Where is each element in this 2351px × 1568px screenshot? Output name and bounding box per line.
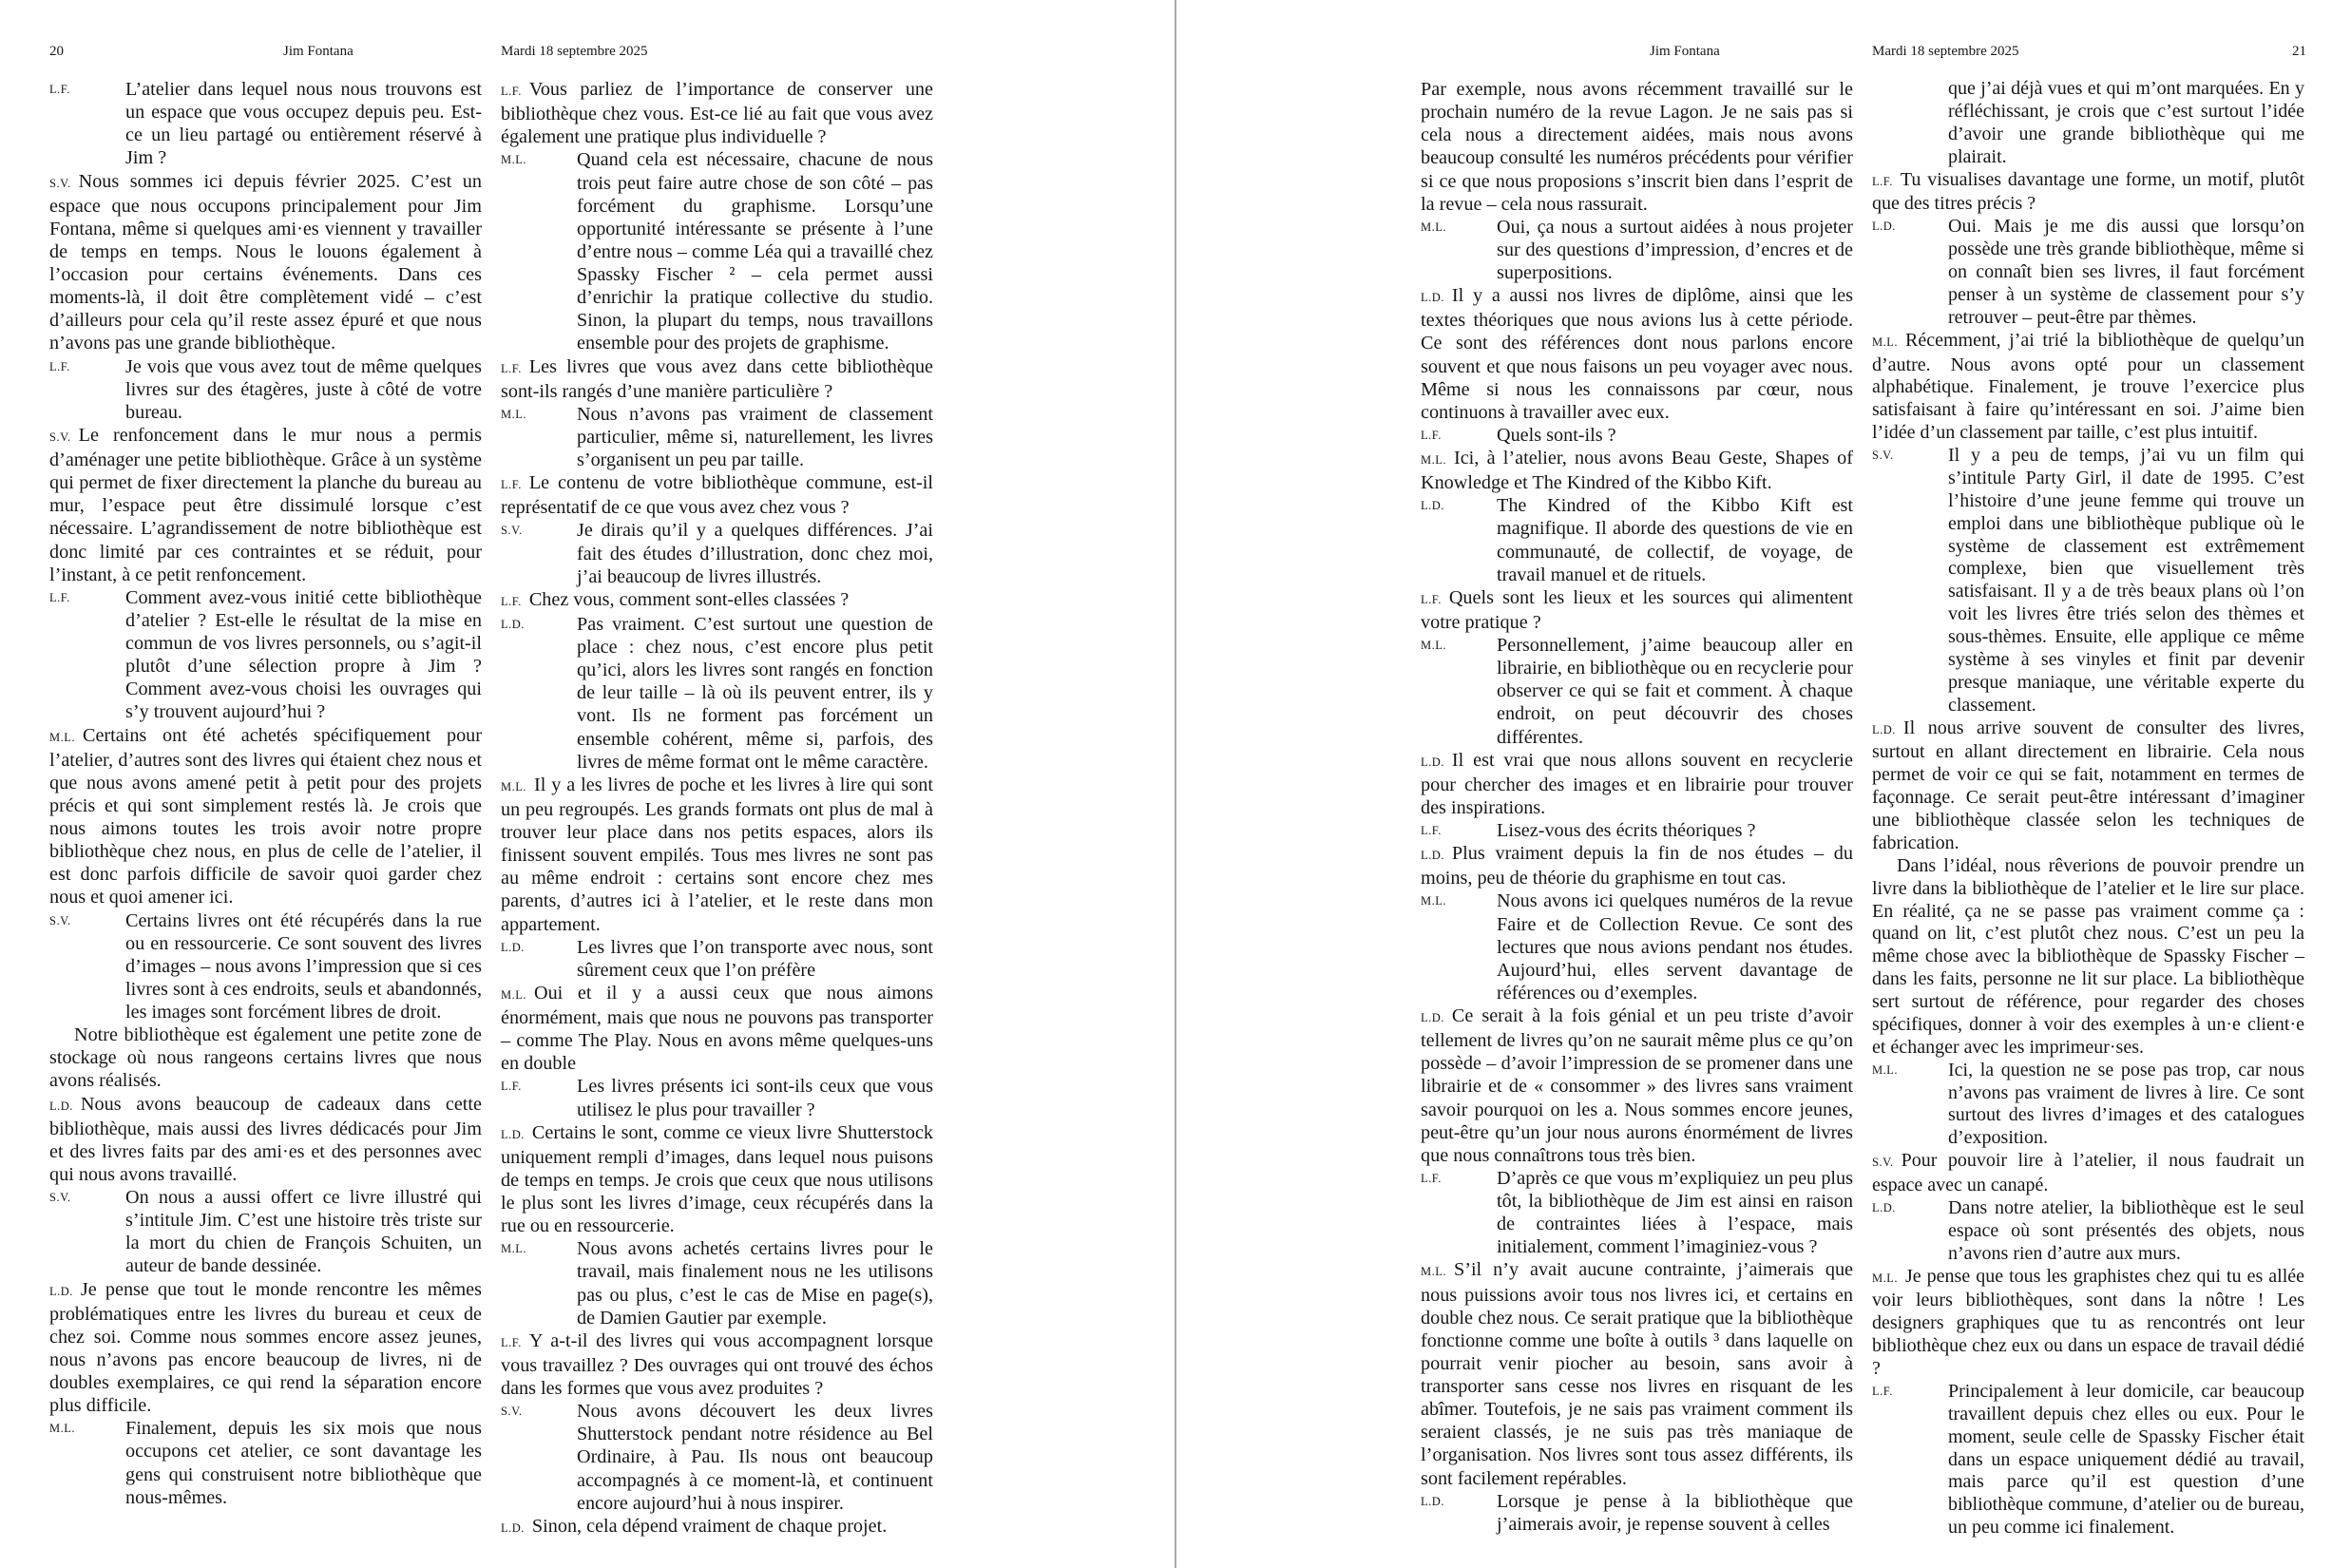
interview-paragraph <box>1872 1060 2304 1151</box>
left-page-column-2 <box>501 78 933 1539</box>
right-page <box>1176 0 2351 1568</box>
speaker-initials: L.D. <box>1872 1200 1896 1214</box>
speaker-initials: S.V. <box>1872 449 1894 462</box>
interview-paragraph <box>1421 78 1853 216</box>
speaker-initials: M.L. <box>1872 1271 1898 1285</box>
interview-paragraph <box>1872 1150 2304 1197</box>
paragraph-text: Personnellement, j’aime beaucoup aller en librairie, en bibliothèque ou en recyclerie pour observer ce qui se fait et comment. À chaque endroit, on peut découvrir des choses différentes. <box>1497 635 1853 748</box>
paragraph-text: Il y a peu de temps, j’ai vu un film qui s’intitule Party Girl, il date de 1995. C’est l’histoire d’une jeune femme qui trouve un emploi dans une bibliothèque publique où le système de classement est extrêmement complexe, bien que visuellement très satisfaisant. Il y a de très beaux plans où l’on voit les livres être triés selon des thèmes et sous-thèmes. Ensuite, elle applique ce même système à ses vinyles et finit par devenir presque maniaque, une véritable experte du classement. <box>1948 445 2304 716</box>
paragraph-text: D’après ce que vous m’expliquiez un peu plus tôt, la bibliothèque de Jim est ainsi en raison de contraintes liées à l’espace, mais initialement, comment l’imaginiez-vous ? <box>1497 1167 1853 1258</box>
running-head-author-left: Jim Fontana <box>283 44 354 59</box>
interview-paragraph <box>1421 284 1853 424</box>
paragraph-text: Par exemple, nous avons récemment travaillé sur le prochain numéro de la revue Lagon. Je ne sais pas si cela nous a directement aidées, mais nous avons beaucoup consulté les numéros précédents pour vérifier si ce que nous proposions s’inscrit bien dans l’esprit de la revue – cela nous rassurait. <box>1421 79 1853 215</box>
speaker-initials: L.D. <box>501 940 525 954</box>
interview-paragraph <box>1872 445 2304 717</box>
paragraph-text: Nous avons découvert les deux livres Shutterstock pendant notre résidence au Bel Ordinaire, à Pau. Ils nous ont beaucoup accompagnés à ce moment-là, et continuent encore aujourd’hui à nous inspirer. <box>577 1401 933 1514</box>
paragraph-text: Nous n’avons pas vraiment de classement particulier, même si, naturellement, les livres s’organisent un peu par taille. <box>577 403 933 470</box>
running-head-date-left: Mardi 18 septembre 2025 <box>501 44 648 59</box>
paragraph-text: Lisez-vous des écrits théoriques ? <box>1497 820 1756 841</box>
paragraph-text: Je vois que vous avez tout de même quelques livres sur des étagères, juste à côté de votre bureau. <box>125 355 482 423</box>
speaker-initials: M.L. <box>1421 639 1446 652</box>
speaker-initials: L.D. <box>1421 499 1444 513</box>
speaker-initials: L.F. <box>501 478 522 492</box>
paragraph-text: Ce serait à la fois génial et un peu triste d’avoir tellement de livres qu’on ne saurait même plus ce qu’on possède – d’avoir l’impression de se promener dans une librairie et de « consommer » des livres sans vraiment savoir pourquoi on les a. Nous sommes encore jeunes, peut-être qu’un jour nous aurons énormément de livres que nous connaîtrons tous très bien. <box>1421 1005 1853 1166</box>
interview-paragraph <box>501 148 933 354</box>
interview-paragraph <box>501 1400 933 1515</box>
interview-paragraph <box>1421 447 1853 494</box>
interview-paragraph <box>1872 1381 2304 1539</box>
interview-paragraph <box>501 982 933 1076</box>
speaker-initials: M.L. <box>501 1242 526 1256</box>
speaker-initials: L.F. <box>1421 592 1442 606</box>
speaker-initials: M.L. <box>501 153 526 167</box>
paragraph-text: Principalement à leur domicile, car beaucoup travaillent depuis chez elles ou eux. Pour le moment, seule celle de Spassky Fischer était dans un espace uniquement dédié au travail, mais parce qu’il est question d’une bibliothèque commune, d’atelier ou de bureau, un peu comme ici finalement. <box>1948 1380 2304 1539</box>
interview-paragraph <box>1872 169 2304 217</box>
paragraph-text: Le renfoncement dans le mur nous a permis d’aménager une petite bibliothèque. Grâce à un système qui permet de fixer directement la planche du bureau au mur, l’espace peut être dissimulé lorsque c’est nécessaire. L’agrandissement de notre bibliothèque est donc limité par ces contraintes et se réduit, pour l’instant, à ce petit renfoncement. <box>49 424 482 585</box>
paragraph-text: On nous a aussi offert ce livre illustré qui s’intitule Jim. C’est une histoire très triste sur la mort du chien de François Schuiten, un auteur de bande dessinée. <box>125 1187 482 1277</box>
running-head-author-right: Jim Fontana <box>1650 44 1720 59</box>
interview-paragraph <box>49 78 482 170</box>
speaker-initials: L.F. <box>501 361 522 375</box>
speaker-initials: L.D. <box>49 1099 73 1113</box>
interview-paragraph <box>1421 819 1853 842</box>
interview-paragraph <box>1421 494 1853 586</box>
interview-paragraph <box>49 909 482 1024</box>
interview-paragraph <box>49 1023 482 1092</box>
interview-paragraph <box>501 774 933 936</box>
left-page <box>0 0 1175 1568</box>
paragraph-text: Tu visualises davantage une forme, un motif, plutôt que des titres précis ? <box>1872 168 2304 215</box>
paragraph-text: Je pense que tout le monde rencontre les mêmes problématiques entre les livres du bureau et ceux de chez soi. Comme nous sommes encore assez jeunes, nous n’avons pas encore beaucoup de livres, ni de doubles exemplaires, ce qui rend la séparation encore plus difficile. <box>49 1278 482 1417</box>
paragraph-text: Lorsque je pense à la bibliothèque que j’aimerais avoir, je repense souvent à celles <box>1497 1490 1853 1535</box>
paragraph-text: Notre bibliothèque est également une petite zone de stockage où nous rangeons certains livres que nous avons réalisés. <box>49 1024 482 1092</box>
paragraph-text: Quand cela est nécessaire, chacune de nous trois peut faire autre chose de son côté – pas forcément du graphisme. Lorsqu’une opportunité intéressante se présente à l’une d’entre nous – comme Léa qui a travaillé chez Spassky Fischer ² – cela permet aussi d’enrichir la pratique collective du studio. Sinon, la plupart du temps, nous travaillons ensemble pour des projets de graphisme. <box>577 149 933 354</box>
interview-paragraph <box>1872 855 2304 1060</box>
interview-paragraph <box>501 471 933 519</box>
paragraph-text: L’atelier dans lequel nous nous trouvons est un espace que vous occupez depuis peu. Est-ce un lieu partagé ou entièrement réservé à Jim ? <box>125 79 482 169</box>
speaker-initials: L.D. <box>501 617 525 631</box>
interview-paragraph <box>1872 78 2304 169</box>
interview-paragraph <box>501 613 933 774</box>
speaker-initials: M.L. <box>1421 894 1446 908</box>
speaker-initials: M.L. <box>1421 220 1446 234</box>
speaker-initials: L.F. <box>1421 824 1442 837</box>
paragraph-text: Les livres que l’on transporte avec nous, sont sûrement ceux que l’on préfère <box>577 936 933 981</box>
interview-paragraph <box>49 170 482 355</box>
paragraph-text: Je pense que tous les graphistes chez qui tu es allée voir leurs bibliothèques, sont dans la nôtre ! Les designers graphiques que tu as rencontrés ont leur bibliothèque chez eux ou dans un espace de travail dédié ? <box>1872 1265 2304 1379</box>
paragraph-text: Sinon, cela dépend vraiment de chaque projet. <box>531 1515 888 1537</box>
speaker-initials: M.L. <box>501 779 526 794</box>
paragraph-text: Certains le sont, comme ce vieux livre Shutterstock uniquement rempli d’images, dans lequel nous puisons de temps en temps. Je crois que ceux que nous utilisons le plus sont les livres d’image, ceux récupérés dans la rue ou en ressourcerie. <box>501 1121 933 1237</box>
speaker-initials: S.V. <box>1872 1156 1894 1170</box>
interview-paragraph <box>501 78 933 148</box>
speaker-initials: S.V. <box>49 913 71 927</box>
paragraph-text: Oui, ça nous a surtout aidées à nous projeter sur des questions d’impression, d’encres et de superpositions. <box>1497 216 1853 283</box>
paragraph-text: Plus vraiment depuis la fin de nos études – du moins, peu de théorie du graphisme en tout cas. <box>1421 843 1853 889</box>
running-head-date-right: Mardi 18 septembre 2025 <box>1872 44 2019 59</box>
paragraph-text: Dans notre atelier, la bibliothèque est le seul espace où sont présentés des objets, nous n’avons rien d’autre aux murs. <box>1948 1196 2304 1264</box>
speaker-initials: M.L. <box>1872 335 1898 349</box>
interview-paragraph <box>501 1075 933 1120</box>
interview-paragraph <box>1872 216 2304 329</box>
paragraph-text: Nous sommes ici depuis février 2025. C’est un espace que nous occupons principalement pour Jim Fontana, même si quelques ami·es viennent y travailler de temps en temps. Nous le louons également à l’occasion pour certains événements. Dans ces moments-là, il doit être complètement vidé – c’est d’ailleurs pour cela qu’il reste assez épuré et que nous n’avons pas une grande bibliothèque. <box>49 170 482 354</box>
speaker-initials: L.F. <box>501 85 522 98</box>
interview-paragraph <box>49 424 482 586</box>
interview-paragraph <box>49 1417 482 1509</box>
interview-paragraph <box>501 1237 933 1329</box>
right-page-column-2 <box>1872 78 2304 1539</box>
paragraph-text: Il y a les livres de poche et les livres à lire qui sont un peu regroupés. Les grands formats ont plus de mal à trouver leur place dans nos petits espaces, alors ils finissent souvent empilés. Tous mes livres ne sont pas au même endroit : certains sont encore chez mes parents, d’autres ici à l’atelier, et le reste dans mon appartement. <box>501 774 933 935</box>
interview-paragraph <box>501 1329 933 1400</box>
interview-paragraph <box>1421 1490 1853 1536</box>
paragraph-text: Dans l’idéal, nous rêverions de pouvoir prendre un livre dans la bibliothèque de l’atelier et le lire sur place. En réalité, ça ne se passe pas vraiment comme ça : quand on lit, c’est plutôt chez nous. C’est un peu la même chose avec la bibliothèque de Spassky Fischer – dans les faits, personne ne lit sur place. La bibliothèque sert surtout de référence, pour regarder des choses spécifiques, donner à voir des exemples à un·e client·e et échanger avec les imprimeur·ses. <box>1872 854 2304 1058</box>
speaker-initials: M.L. <box>501 987 526 1002</box>
paragraph-text: Pour pouvoir lire à l’atelier, il nous faudrait un espace avec un canapé. <box>1872 1150 2304 1195</box>
interview-paragraph <box>49 724 482 909</box>
speaker-initials: L.D. <box>49 1284 73 1298</box>
paragraph-text: Il y a aussi nos livres de diplôme, ainsi que les textes théoriques que nous avions lus à cette période. Ce sont des références dont nous parlons encore souvent et que nous faisons un peu voyager avec nous. Même si nous les connaissons par cœur, nous continuons à travailler avec eux. <box>1421 285 1853 423</box>
interview-paragraph <box>501 936 933 982</box>
interview-paragraph <box>1872 1266 2304 1381</box>
paragraph-text: Y a-t-il des livres qui vous accompagnent lorsque vous travaillez ? Des ouvrages qui ont trouvé des échos dans les formes que vous avez produites ? <box>501 1329 933 1399</box>
paragraph-text: Certains livres ont été récupérés dans la rue ou en ressourcerie. Ce sont souvent des livres d’images – nous avons l’impression que si ces livres sont à ces endroits, seuls et abandonnés, les images sont forcément libres de droit. <box>125 909 482 1023</box>
speaker-initials: L.F. <box>501 1080 522 1094</box>
speaker-initials: L.F. <box>49 83 70 96</box>
interview-paragraph <box>49 1278 482 1418</box>
paragraph-text: Quels sont-ils ? <box>1497 424 1616 446</box>
speaker-initials: M.L. <box>1872 1062 1898 1077</box>
paragraph-text: Nous avons ici quelques numéros de la revue Faire et de Collection Revue. Ce sont des lectures que nous avions pendant nos études. Aujourd’hui, elles servent davantage de références ou d’exemples. <box>1497 890 1853 1004</box>
paragraph-text: Ici, à l’atelier, nous avons Beau Geste, Shapes of Knowledge et The Kindred of the Kibbo Kift. <box>1421 448 1853 494</box>
interview-paragraph <box>1421 634 1853 749</box>
interview-paragraph <box>1421 749 1853 819</box>
speaker-initials: L.F. <box>1872 174 1893 188</box>
speaker-initials: M.L. <box>501 407 526 421</box>
interview-paragraph <box>1421 424 1853 447</box>
interview-paragraph <box>501 403 933 471</box>
interview-paragraph <box>1421 1258 1853 1489</box>
interview-paragraph <box>1872 1197 2304 1266</box>
paragraph-text: Il est vrai que nous allons souvent en recyclerie pour chercher des images et en librairie pour trouver des inspirations. <box>1421 749 1853 818</box>
speaker-initials: L.D. <box>1872 722 1896 736</box>
speaker-initials: L.F. <box>501 1335 522 1349</box>
speaker-initials: L.D. <box>1421 849 1444 863</box>
speaker-initials: L.F. <box>501 594 522 608</box>
paragraph-text: Le contenu de votre bibliothèque commune, est-il représentatif de ce que vous avez chez vous ? <box>501 472 933 519</box>
interview-paragraph <box>501 355 933 403</box>
interview-paragraph <box>49 355 482 424</box>
speaker-initials: L.D. <box>1421 291 1444 305</box>
interview-paragraph <box>49 1186 482 1278</box>
speaker-initials: L.F. <box>1872 1384 1893 1398</box>
interview-paragraph <box>1421 842 1853 889</box>
paragraph-text: Il nous arrive souvent de consulter des livres, surtout en allant directement en librairie. Cela nous permet de voir ce qui se fait, notamment en termes de façonnage. Ce serait peut-être intéressant d’imaginer une bibliothèque classée selon les techniques de fabrication. <box>1872 717 2304 853</box>
speaker-initials: M.L. <box>1421 453 1446 467</box>
interview-paragraph <box>1421 1167 1853 1259</box>
speaker-initials: L.D. <box>501 1127 525 1141</box>
speaker-initials: M.L. <box>1421 1265 1446 1279</box>
paragraph-text: Ici, la question ne se pose pas trop, car nous n’avons pas vraiment de livres à lire. Ce sont surtout des livres d’images et des catalogues d’exposition. <box>1948 1059 2304 1149</box>
interview-paragraph <box>501 1515 933 1539</box>
paragraph-text: Quels sont les lieux et les sources qui alimentent votre pratique ? <box>1421 586 1853 633</box>
paragraph-text: Nous avons achetés certains livres pour le travail, mais finalement nous ne les utilisons pas ou plus, c’est le cas de Mise en page(s), de Damien Gautier par exemple. <box>577 1238 933 1329</box>
paragraph-text: Certains ont été achetés spécifiquement pour l’atelier, d’autres sont des livres qui étaient chez nous et que nous avons amené petit à petit pour des projets précis et qui sont simplement restés là. Je crois que nous aimons toutes les trois avoir notre propre bibliothèque chez nous, en plus de celle de l’atelier, il est donc parfois difficile de savoir quoi garder chez nous et quoi amener ici. <box>49 724 482 908</box>
speaker-initials: L.D. <box>1872 220 1896 234</box>
page-number-right: 21 <box>2292 44 2306 59</box>
interview-paragraph <box>501 1121 933 1238</box>
paragraph-text: Pas vraiment. C’est surtout une question de place : chez nous, c’est encore plus petit qu’ici, alors les livres sont rangés en fonction de leur taille – là où ils peuvent entrer, ils y vont. Ils ne forment pas forcément un ensemble cohérent, même si, parfois, des livres de même format ont le même caractère. <box>577 613 933 773</box>
speaker-initials: S.V. <box>49 430 71 444</box>
paragraph-text: Chez vous, comment sont-elles classées ? <box>528 588 850 610</box>
speaker-initials: L.D. <box>501 1520 525 1535</box>
right-page-column-1 <box>1421 78 1853 1536</box>
paragraph-text: Finalement, depuis les six mois que nous occupons cet atelier, ce sont davantage les gens qui construisent notre bibliothèque que nous-mêmes. <box>125 1418 482 1508</box>
speaker-initials: S.V. <box>501 1405 523 1419</box>
paragraph-text: Nous avons beaucoup de cadeaux dans cette bibliothèque, mais aussi des livres dédicacés pour Jim et des livres faits par des ami·es et des personnes avec qui nous avons travaillé. <box>49 1093 482 1185</box>
speaker-initials: L.F. <box>49 359 70 373</box>
interview-paragraph <box>1421 216 1853 284</box>
speaker-initials: L.F. <box>1421 1171 1442 1185</box>
speaker-initials: M.L. <box>49 1422 75 1436</box>
interview-paragraph <box>49 1093 482 1187</box>
interview-paragraph <box>1872 717 2304 855</box>
speaker-initials: L.F. <box>49 590 70 604</box>
interview-paragraph <box>1872 330 2304 445</box>
interview-paragraph <box>501 519 933 587</box>
paragraph-text: Je dirais qu’il y a quelques différences. J’ai fait des études d’illustration, donc chez moi, j’ai beaucoup de livres illustrés. <box>577 520 933 587</box>
interview-paragraph <box>501 588 933 613</box>
page-number-left: 20 <box>49 44 64 59</box>
speaker-initials: S.V. <box>501 524 523 538</box>
paragraph-text: S’il n’y avait aucune contrainte, j’aimerais que nous puissions avoir tous nos livres ici, et certains en double chez nous. Ce serait pratique que la bibliothèque fonctionne comme une boîte à outils ³ dans laquelle on pourrait venir piocher au besoin, sans avoir à transporter sans cesse nos livres en risquant de les abîmer. Toutefois, je ne sais pas vraiment comment ils seraient classés, je ne suis pas très maniaque de l’organisation. Nos livres sont tous assez différents, ils sont facilement repérables. <box>1421 1259 1853 1489</box>
speaker-initials: L.D. <box>1421 1011 1444 1024</box>
speaker-initials: L.F. <box>1421 428 1442 442</box>
speaker-initials: L.D. <box>1421 1494 1444 1508</box>
interview-paragraph <box>49 586 482 724</box>
paragraph-text: Comment avez-vous initié cette bibliothèque d’atelier ? Est-elle le résultat de la mise en commun de vos livres personnels, ou s’agit-il plutôt d’une sélection propre à Jim ? Comment avez-vous choisi les ouvrages qui s’y trouvent aujourd’hui ? <box>125 586 482 723</box>
paragraph-text: Les livres que vous avez dans cette bibliothèque sont-ils rangés d’une manière particulière ? <box>501 355 933 402</box>
paragraph-text: Vous parliez de l’importance de conserver une bibliothèque chez vous. Est-ce lié au fait que vous avez également une pratique plus individuelle ? <box>501 79 933 148</box>
paragraph-text: The Kindred of the Kibbo Kift est magnifique. Il aborde des questions de vie en communauté, de collectif, de voyage, de travail manuel et de rituels. <box>1497 495 1853 585</box>
paragraph-text: Les livres présents ici sont-ils ceux que vous utilisez le plus pour travailler ? <box>577 1076 933 1120</box>
speaker-initials: S.V. <box>49 176 71 190</box>
speaker-initials: M.L. <box>49 730 75 744</box>
interview-paragraph <box>1421 889 1853 1004</box>
paragraph-text: que j’ai déjà vues et qui m’ont marquées. En y réfléchissant, je crois que c’est surtout l’idée d’avoir une grande bibliothèque qui me plairait. <box>1948 78 2304 167</box>
interview-paragraph <box>1421 1004 1853 1167</box>
paragraph-text: Oui. Mais je me dis aussi que lorsqu’on possède une très grande bibliothèque, même si on connaît bien ses livres, il faut forcément penser à un système de classement pour s’y retrouver – peut-être par thèmes. <box>1948 216 2304 328</box>
paragraph-text: Oui et il y a aussi ceux que nous aimons énormément, mais que nous ne pouvons pas transporter – comme The Play. Nous en avons même quelques-uns en double <box>501 982 933 1075</box>
paragraph-text: Récemment, j’ai trié la bibliothèque de quelqu’un d’autre. Nous avons opté pour un classement alphabétique. Finalement, je trouve l’exercice plus satisfaisant à faire qu’intéressant en soi. J’aime bien l’idée d’un classement par taille, c’est plus intuitif. <box>1872 329 2304 444</box>
speaker-initials: S.V. <box>49 1191 71 1204</box>
interview-paragraph <box>1421 586 1853 634</box>
left-page-column-1 <box>49 78 482 1509</box>
speaker-initials: L.D. <box>1421 755 1444 769</box>
